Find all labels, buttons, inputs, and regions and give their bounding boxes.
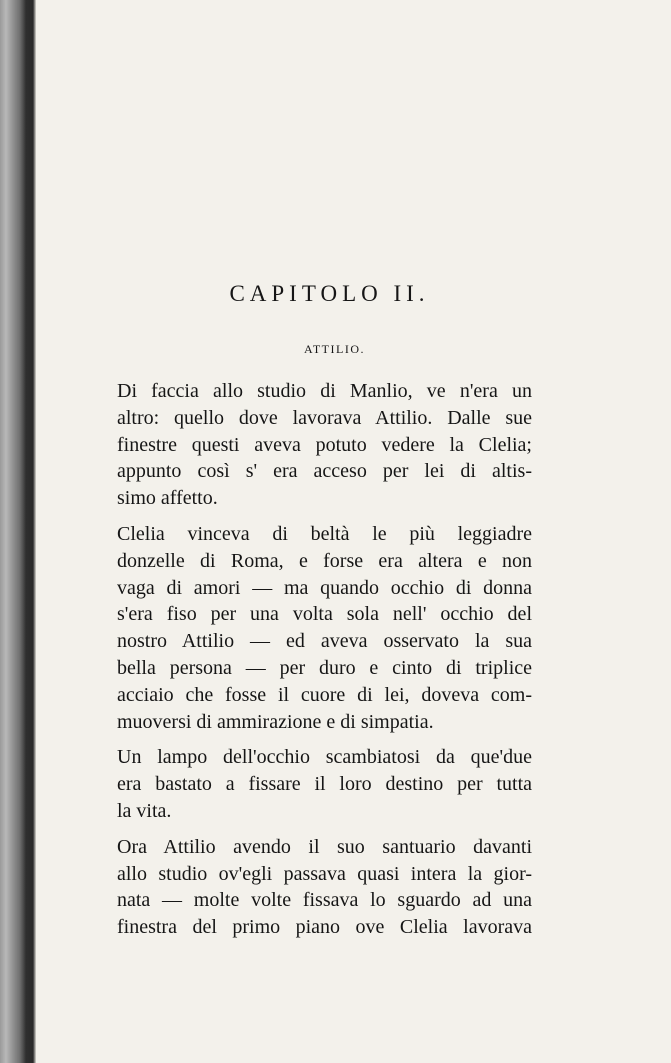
text-line: Un lampo dell'occhio scambiatosi da que'due <box>117 746 532 769</box>
text-line: vaga di amori — ma quando occhio di donna <box>117 576 532 599</box>
paragraph-4 <box>117 834 532 941</box>
paragraph-1 <box>117 378 532 512</box>
text-line: Clelia vinceva di beltà le più leggiadre <box>117 522 532 545</box>
text-line: altro: quello dove lavorava Attilio. Dalle sue <box>117 406 532 429</box>
chapter-subtitle: ATTILIO. <box>304 342 365 356</box>
text-line: muoversi di ammirazione e di simpatia. <box>117 710 434 733</box>
text-line: appunto così s' era acceso per lei di altis- <box>117 460 532 483</box>
text-line: Di faccia allo studio di Manlio, ve n'era un <box>117 380 532 402</box>
text-line: nata — molte volte fissava lo sguardo ad una <box>117 889 532 912</box>
text-line: bella persona — per duro e cinto di triplice <box>117 656 532 679</box>
body-text <box>117 378 532 950</box>
book-spine-edge <box>0 0 36 1063</box>
text-line: la vita. <box>117 799 172 822</box>
text-line: finestre questi aveva potuto vedere la Clelia; <box>117 433 532 456</box>
text-line: era bastato a fissare il loro destino per tutta <box>117 773 532 796</box>
text-line: nostro Attilio — ed aveva osservato la sua <box>117 630 532 653</box>
paragraph-2 <box>117 521 532 735</box>
text-line: simo affetto. <box>117 487 218 510</box>
text-line: s'era fiso per una volta sola nell' occhio del <box>117 603 532 626</box>
text-line: finestra del primo piano ove Clelia lavorava <box>117 916 532 939</box>
paragraph-3 <box>117 744 532 824</box>
text-line: acciaio che fosse il cuore di lei, doveva com- <box>117 683 532 706</box>
text-line: allo studio ov'egli passava quasi intera la gior- <box>117 862 532 885</box>
chapter-title: CAPITOLO II. <box>229 281 430 306</box>
text-line: donzelle di Roma, e forse era altera e non <box>117 549 532 572</box>
text-line: Ora Attilio avendo il suo santuario davanti <box>117 835 532 858</box>
